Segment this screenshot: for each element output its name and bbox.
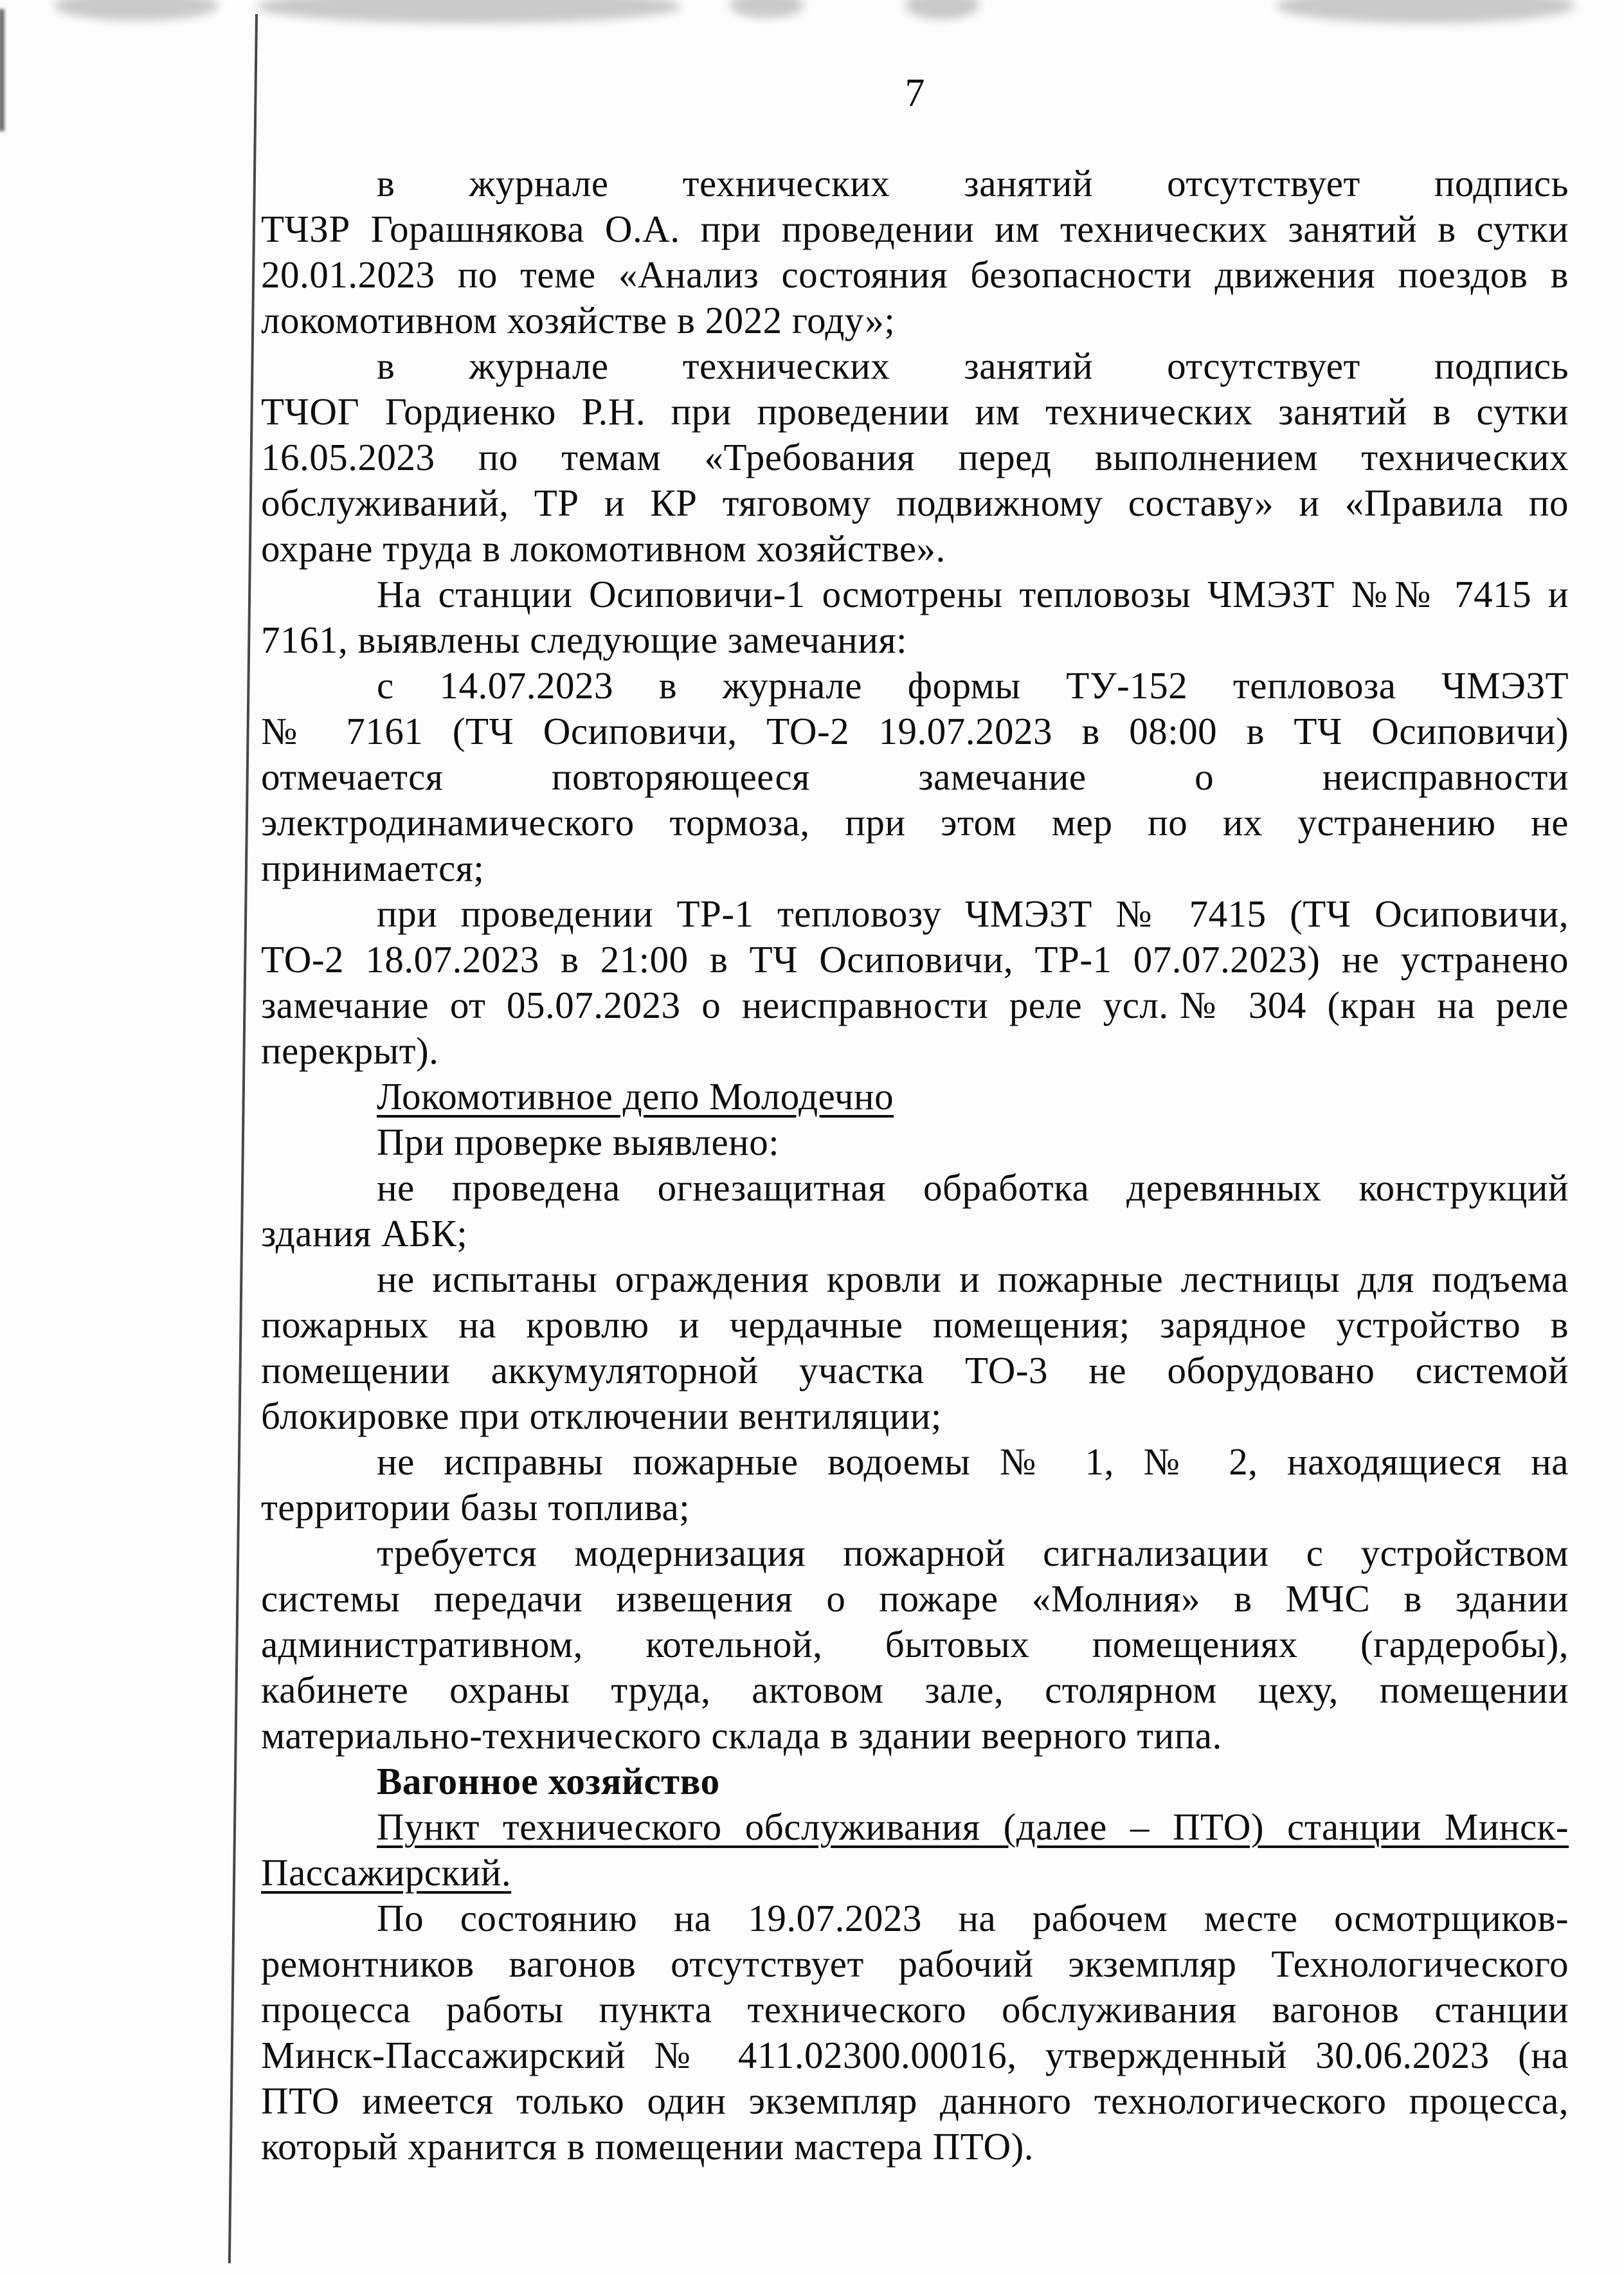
text-line: перекрыт).: [261, 1029, 439, 1072]
text-line: ТЧОГ Гордиенко Р.Н. при проведении им технических занятий в сутки: [261, 390, 1569, 433]
text-line: принимается;: [261, 847, 485, 889]
paragraph: [261, 1439, 1569, 1530]
scan-artifact-blob: [730, 0, 804, 18]
text-line: требуется модернизация пожарной сигнализации с устройством: [377, 1532, 1569, 1574]
text-line: в журнале технических занятий отсутствует подпись: [377, 162, 1569, 204]
text-line: пожарных на кровлю и чердачные помещения; зарядное устройство в: [261, 1303, 1569, 1346]
text-line: блокировке при отключении вентиляции;: [261, 1395, 942, 1437]
text-line: ТЧЗР Горашнякова О.А. при проведении им технических занятий в сутки: [261, 208, 1569, 250]
text-line: Пассажирский.: [261, 1851, 512, 1894]
scan-fold-line: [228, 14, 258, 2263]
section-heading-molodechno: [261, 1074, 1569, 1119]
text-line: При проверке выявлено:: [377, 1121, 780, 1163]
text-line: охране труда в локомотивном хозяйстве».: [261, 527, 946, 570]
text-line: Локомотивное депо Молодечно: [377, 1075, 894, 1118]
text-line: № 7161 (ТЧ Осиповичи, ТО-2 19.07.2023 в 08:00 в ТЧ Осиповичи): [261, 710, 1569, 752]
text-line: По состоянию на 19.07.2023 на рабочем месте осмотрщиков-: [377, 1897, 1569, 1939]
text-line: административном, котельной, бытовых помещениях (гардеробы),: [261, 1623, 1569, 1665]
paragraph: [261, 572, 1569, 663]
text-line: Минск-Пассажирский № 411.02300.00016, утвержденный 30.06.2023 (на: [261, 2034, 1569, 2076]
scan-edge-shadow: [0, 9, 5, 131]
section-heading-pto: [261, 1804, 1569, 1896]
section-heading-wagon: [261, 1759, 1569, 1804]
text-line: замечание от 05.07.2023 о неисправности реле усл.№ 304 (кран на реле: [261, 984, 1569, 1026]
scan-artifact-blob: [55, 0, 219, 21]
paragraph: [261, 1896, 1569, 2170]
text-line: не испытаны ограждения кровли и пожарные лестницы для подъема: [377, 1258, 1569, 1300]
text-line: процесса работы пункта технического обслуживания вагонов станции: [261, 1988, 1569, 2031]
text-line: который хранится в помещении мастера ПТО).: [261, 2125, 1034, 2168]
scan-artifact-blob: [1276, 0, 1575, 23]
text-line: ПТО имеется только один экземпляр данного технологического процесса,: [261, 2080, 1569, 2122]
text-line: На станции Осиповичи-1 осмотрены тепловозы ЧМЭ3Т №№ 7415 и: [377, 573, 1569, 615]
text-line: Пункт технического обслуживания (далее – ПТО) станции Минск-: [377, 1806, 1569, 1848]
text-line: не проведена огнезащитная обработка деревянных конструкций: [377, 1166, 1569, 1209]
document-body: [261, 161, 1569, 2170]
text-line: Вагонное хозяйство: [377, 1760, 720, 1802]
scan-artifact-blob: [257, 0, 681, 23]
text-line: материально-технического склада в здании веерного типа.: [261, 1714, 1222, 1757]
text-line: электродинамического тормоза, при этом мер по их устранению не: [261, 801, 1569, 844]
text-line: здания АБК;: [261, 1212, 468, 1255]
text-line: не исправны пожарные водоемы № 1, № 2, находящиеся на: [377, 1440, 1569, 1483]
paragraph: [261, 1530, 1569, 1759]
paragraph: [261, 1119, 1569, 1165]
text-line: системы передачи извещения о пожаре «Молния» в МЧС в здании: [261, 1577, 1569, 1620]
paragraph: [261, 663, 1569, 891]
paragraph: [261, 161, 1569, 343]
paragraph: [261, 343, 1569, 572]
text-line: с 14.07.2023 в журнале формы ТУ-152 тепловоза ЧМЭ3Т: [377, 664, 1569, 707]
text-line: в журнале технических занятий отсутствует подпись: [377, 345, 1569, 387]
text-line: кабинете охраны труда, актовом зале, столярном цеху, помещении: [261, 1669, 1569, 1711]
paragraph: [261, 891, 1569, 1074]
page-number: 7: [905, 71, 925, 115]
scan-artifact-blob: [905, 0, 979, 19]
text-line: локомотивном хозяйстве в 2022 году»;: [261, 299, 896, 341]
text-line: ТО-2 18.07.2023 в 21:00 в ТЧ Осиповичи, ТР-1 07.07.2023) не устранено: [261, 938, 1569, 981]
paragraph: [261, 1165, 1569, 1256]
text-line: 16.05.2023 по темам «Требования перед выполнением технических: [261, 436, 1569, 478]
text-line: отмечается повторяющееся замечание о неисправности: [261, 756, 1569, 798]
text-line: территории базы топлива;: [261, 1486, 690, 1528]
text-line: 7161, выявлены следующие замечания:: [261, 619, 907, 661]
text-line: ремонтников вагонов отсутствует рабочий экземпляр Технологического: [261, 1943, 1569, 1985]
text-line: помещении аккумуляторной участка ТО-3 не оборудовано системой: [261, 1349, 1569, 1391]
text-line: обслуживаний, ТР и КР тяговому подвижному составу» и «Правила по: [261, 482, 1569, 524]
text-line: при проведении ТР-1 тепловозу ЧМЭ3Т № 7415 (ТЧ Осиповичи,: [377, 893, 1569, 935]
text-line: 20.01.2023 по теме «Анализ состояния безопасности движения поездов в: [261, 253, 1569, 296]
paragraph: [261, 1256, 1569, 1439]
